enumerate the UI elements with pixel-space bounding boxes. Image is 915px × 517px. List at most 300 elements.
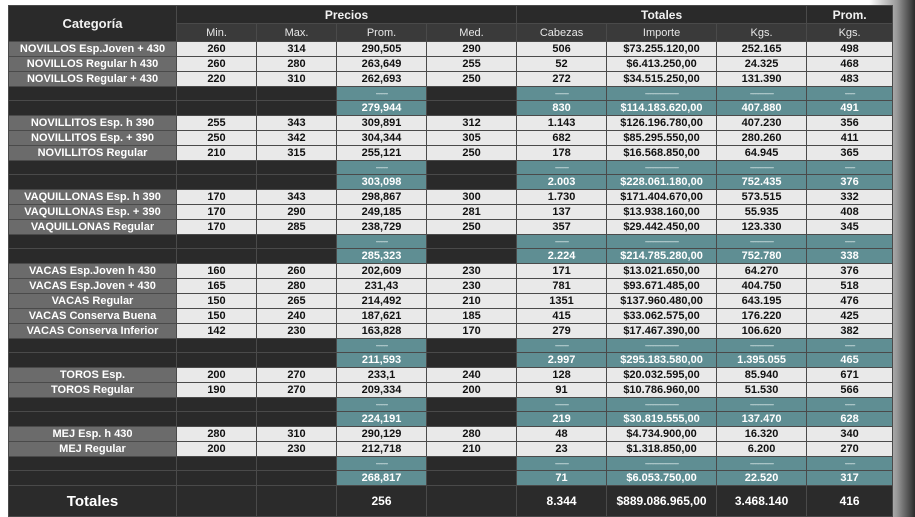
prom-kgs-cell: 356	[807, 116, 893, 131]
med-cell: 250	[427, 72, 517, 87]
separator-blank-cell	[177, 398, 257, 412]
totals-label: Totales	[9, 486, 177, 517]
separator-cabezas-cell: --------	[517, 457, 607, 471]
subtotal-blank-cell	[257, 101, 337, 116]
separator-prom-cell: -------	[337, 87, 427, 101]
kgs-cell: 24.325	[717, 57, 807, 72]
subtotal-category-cell	[9, 471, 177, 486]
kgs-cell: 131.390	[717, 72, 807, 87]
separator-blank-cell	[177, 339, 257, 353]
category-cell: MEJ Esp. h 430	[9, 427, 177, 442]
subheader-med: Med.	[427, 24, 517, 42]
prom-kgs-cell: 468	[807, 57, 893, 72]
min-cell: 220	[177, 72, 257, 87]
separator-category-cell	[9, 235, 177, 249]
separator-importe-cell: --------------------	[607, 339, 717, 353]
kgs-cell: 280.260	[717, 131, 807, 146]
prom-cell: 163,828	[337, 324, 427, 339]
separator-blank-cell	[177, 457, 257, 471]
separator-prom-kgs-cell: ------	[807, 398, 893, 412]
separator-prom-cell: -------	[337, 457, 427, 471]
max-cell: 240	[257, 309, 337, 324]
importe-cell: $33.062.575,00	[607, 309, 717, 324]
header-totales: Totales	[517, 6, 807, 24]
med-cell: 250	[427, 146, 517, 161]
subtotal-prom-kgs-cell: 338	[807, 249, 893, 264]
separator-category-cell	[9, 339, 177, 353]
table-row	[9, 220, 893, 235]
table-row	[9, 294, 893, 309]
min-cell: 170	[177, 190, 257, 205]
subtotal-blank-cell	[177, 175, 257, 190]
kgs-cell: 16.320	[717, 427, 807, 442]
subtotal-importe-cell: $30.819.555,00	[607, 412, 717, 427]
prom-kgs-cell: 671	[807, 368, 893, 383]
prom-kgs-cell: 270	[807, 442, 893, 457]
subtotal-blank-cell	[177, 353, 257, 368]
separator-cabezas-cell: --------	[517, 161, 607, 175]
med-cell: 312	[427, 116, 517, 131]
min-cell: 210	[177, 146, 257, 161]
med-cell: 210	[427, 442, 517, 457]
separator-blank-cell	[427, 161, 517, 175]
separator-category-cell	[9, 398, 177, 412]
subtotal-row	[9, 175, 893, 190]
subtotal-separator-row	[9, 339, 893, 353]
med-cell: 281	[427, 205, 517, 220]
min-cell: 200	[177, 368, 257, 383]
subtotal-separator-row	[9, 161, 893, 175]
category-cell: TOROS Esp.	[9, 368, 177, 383]
prom-kgs-cell: 345	[807, 220, 893, 235]
category-cell: NOVILLOS Regular + 430	[9, 72, 177, 87]
subtotal-blank-cell	[177, 101, 257, 116]
cabezas-cell: 48	[517, 427, 607, 442]
category-cell: VACAS Esp.Joven + 430	[9, 279, 177, 294]
prom-kgs-cell: 498	[807, 42, 893, 57]
cabezas-cell: 178	[517, 146, 607, 161]
max-cell: 270	[257, 368, 337, 383]
category-cell: VAQUILLONAS Regular	[9, 220, 177, 235]
subtotal-prom-kgs-cell: 465	[807, 353, 893, 368]
separator-prom-kgs-cell: ------	[807, 235, 893, 249]
kgs-cell: 64.945	[717, 146, 807, 161]
table-row	[9, 442, 893, 457]
med-cell: 230	[427, 264, 517, 279]
subheader-cabezas: Cabezas	[517, 24, 607, 42]
cabezas-cell: 272	[517, 72, 607, 87]
importe-cell: $126.196.780,00	[607, 116, 717, 131]
subtotal-kgs-cell: 752.435	[717, 175, 807, 190]
subtotal-cabezas-cell: 830	[517, 101, 607, 116]
table-body	[9, 42, 893, 486]
subtotal-blank-cell	[177, 412, 257, 427]
subheader-importe: Importe	[607, 24, 717, 42]
med-cell: 255	[427, 57, 517, 72]
med-cell: 280	[427, 427, 517, 442]
separator-prom-kgs-cell: ------	[807, 339, 893, 353]
category-cell: NOVILLITOS Regular	[9, 146, 177, 161]
subtotal-cabezas-cell: 2.997	[517, 353, 607, 368]
kgs-cell: 407.230	[717, 116, 807, 131]
subheader-min: Min.	[177, 24, 257, 42]
med-cell: 300	[427, 190, 517, 205]
subtotal-separator-row	[9, 235, 893, 249]
cabezas-cell: 781	[517, 279, 607, 294]
category-cell: NOVILLOS Regular h 430	[9, 57, 177, 72]
prom-cell: 263,649	[337, 57, 427, 72]
separator-category-cell	[9, 87, 177, 101]
separator-kgs-cell: --------------	[717, 339, 807, 353]
importe-cell: $171.404.670,00	[607, 190, 717, 205]
category-cell: NOVILLITOS Esp. + 390	[9, 131, 177, 146]
subtotal-blank-cell	[427, 175, 517, 190]
table-row	[9, 427, 893, 442]
max-cell: 314	[257, 42, 337, 57]
separator-cabezas-cell: --------	[517, 398, 607, 412]
kgs-cell: 123.330	[717, 220, 807, 235]
med-cell: 210	[427, 294, 517, 309]
cabezas-cell: 128	[517, 368, 607, 383]
prom-cell: 255,121	[337, 146, 427, 161]
totals-row	[9, 486, 893, 517]
min-cell: 165	[177, 279, 257, 294]
separator-prom-cell: -------	[337, 339, 427, 353]
totals-prom: 256	[337, 486, 427, 517]
livestock-price-table-container	[8, 5, 892, 513]
totals-max	[257, 486, 337, 517]
subtotal-prom-cell: 285,323	[337, 249, 427, 264]
max-cell: 230	[257, 324, 337, 339]
separator-importe-cell: --------------------	[607, 235, 717, 249]
cabezas-cell: 1.143	[517, 116, 607, 131]
separator-kgs-cell: --------------	[717, 87, 807, 101]
subtotal-row	[9, 412, 893, 427]
min-cell: 142	[177, 324, 257, 339]
totals-min	[177, 486, 257, 517]
subtotal-blank-cell	[257, 249, 337, 264]
separator-blank-cell	[257, 235, 337, 249]
kgs-cell: 106.620	[717, 324, 807, 339]
category-cell: VAQUILLONAS Esp. h 390	[9, 190, 177, 205]
separator-prom-cell: -------	[337, 161, 427, 175]
med-cell: 185	[427, 309, 517, 324]
min-cell: 150	[177, 309, 257, 324]
subtotal-prom-kgs-cell: 628	[807, 412, 893, 427]
category-cell: MEJ Regular	[9, 442, 177, 457]
max-cell: 230	[257, 442, 337, 457]
separator-cabezas-cell: --------	[517, 235, 607, 249]
prom-cell: 214,492	[337, 294, 427, 309]
table-row	[9, 324, 893, 339]
subtotal-importe-cell: $228.061.180,00	[607, 175, 717, 190]
max-cell: 310	[257, 72, 337, 87]
prom-cell: 187,621	[337, 309, 427, 324]
separator-prom-kgs-cell: ------	[807, 457, 893, 471]
prom-cell: 298,867	[337, 190, 427, 205]
max-cell: 315	[257, 146, 337, 161]
cabezas-cell: 415	[517, 309, 607, 324]
prom-kgs-cell: 340	[807, 427, 893, 442]
subtotal-blank-cell	[427, 249, 517, 264]
separator-blank-cell	[257, 398, 337, 412]
prom-cell: 262,693	[337, 72, 427, 87]
importe-cell: $6.413.250,00	[607, 57, 717, 72]
separator-prom-cell: -------	[337, 398, 427, 412]
totals-med	[427, 486, 517, 517]
min-cell: 255	[177, 116, 257, 131]
max-cell: 285	[257, 220, 337, 235]
separator-blank-cell	[257, 87, 337, 101]
med-cell: 290	[427, 42, 517, 57]
med-cell: 250	[427, 220, 517, 235]
category-cell: VACAS Esp.Joven h 430	[9, 264, 177, 279]
subtotal-importe-cell: $114.183.620,00	[607, 101, 717, 116]
importe-cell: $73.255.120,00	[607, 42, 717, 57]
subtotal-blank-cell	[427, 471, 517, 486]
subtotal-blank-cell	[427, 353, 517, 368]
subtotal-cabezas-cell: 71	[517, 471, 607, 486]
importe-cell: $13.021.650,00	[607, 264, 717, 279]
separator-importe-cell: --------------------	[607, 457, 717, 471]
subtotal-blank-cell	[427, 412, 517, 427]
subtotal-category-cell	[9, 412, 177, 427]
table-row	[9, 72, 893, 87]
prom-cell: 238,729	[337, 220, 427, 235]
category-cell: VACAS Conserva Inferior	[9, 324, 177, 339]
cabezas-cell: 91	[517, 383, 607, 398]
min-cell: 250	[177, 131, 257, 146]
kgs-cell: 6.200	[717, 442, 807, 457]
table-row	[9, 205, 893, 220]
table-row	[9, 264, 893, 279]
prom-kgs-cell: 476	[807, 294, 893, 309]
importe-cell: $10.786.960,00	[607, 383, 717, 398]
table-row	[9, 146, 893, 161]
importe-cell: $137.960.480,00	[607, 294, 717, 309]
subtotal-blank-cell	[427, 101, 517, 116]
prom-cell: 231,43	[337, 279, 427, 294]
separator-importe-cell: --------------------	[607, 87, 717, 101]
livestock-price-table	[8, 5, 893, 517]
subtotal-row	[9, 101, 893, 116]
totals-prom-kgs: 416	[807, 486, 893, 517]
max-cell: 265	[257, 294, 337, 309]
prom-cell: 202,609	[337, 264, 427, 279]
header-precios: Precios	[177, 6, 517, 24]
subtotal-prom-cell: 211,593	[337, 353, 427, 368]
importe-cell: $29.442.450,00	[607, 220, 717, 235]
table-row	[9, 57, 893, 72]
subtotal-importe-cell: $214.785.280,00	[607, 249, 717, 264]
cabezas-cell: 52	[517, 57, 607, 72]
subheader-prom: Prom.	[337, 24, 427, 42]
subtotal-prom-cell: 279,944	[337, 101, 427, 116]
header-prom: Prom.	[807, 6, 893, 24]
prom-cell: 233,1	[337, 368, 427, 383]
subtotal-kgs-cell: 1.395.055	[717, 353, 807, 368]
cabezas-cell: 682	[517, 131, 607, 146]
category-cell: NOVILLOS Esp.Joven + 430	[9, 42, 177, 57]
separator-blank-cell	[177, 161, 257, 175]
cabezas-cell: 171	[517, 264, 607, 279]
separator-prom-kgs-cell: ------	[807, 161, 893, 175]
importe-cell: $20.032.595,00	[607, 368, 717, 383]
subtotal-separator-row	[9, 398, 893, 412]
cabezas-cell: 23	[517, 442, 607, 457]
separator-category-cell	[9, 161, 177, 175]
importe-cell: $17.467.390,00	[607, 324, 717, 339]
table-row	[9, 279, 893, 294]
separator-cabezas-cell: --------	[517, 339, 607, 353]
min-cell: 150	[177, 294, 257, 309]
separator-blank-cell	[427, 87, 517, 101]
min-cell: 260	[177, 42, 257, 57]
cabezas-cell: 1351	[517, 294, 607, 309]
min-cell: 260	[177, 57, 257, 72]
subtotal-blank-cell	[177, 471, 257, 486]
totals-kgs: 3.468.140	[717, 486, 807, 517]
category-cell: VACAS Regular	[9, 294, 177, 309]
prom-kgs-cell: 411	[807, 131, 893, 146]
subtotal-prom-kgs-cell: 491	[807, 101, 893, 116]
subtotal-cabezas-cell: 2.003	[517, 175, 607, 190]
totals-cabezas: 8.344	[517, 486, 607, 517]
kgs-cell: 404.750	[717, 279, 807, 294]
subheader-kgs: Kgs.	[717, 24, 807, 42]
separator-importe-cell: --------------------	[607, 398, 717, 412]
importe-cell: $1.318.850,00	[607, 442, 717, 457]
separator-importe-cell: --------------------	[607, 161, 717, 175]
cabezas-cell: 1.730	[517, 190, 607, 205]
prom-kgs-cell: 382	[807, 324, 893, 339]
subtotal-blank-cell	[257, 471, 337, 486]
subtotal-row	[9, 353, 893, 368]
subtotal-blank-cell	[177, 249, 257, 264]
subtotal-prom-kgs-cell: 376	[807, 175, 893, 190]
subtotal-prom-kgs-cell: 317	[807, 471, 893, 486]
separator-blank-cell	[427, 235, 517, 249]
category-cell: VACAS Conserva Buena	[9, 309, 177, 324]
med-cell: 305	[427, 131, 517, 146]
max-cell: 343	[257, 190, 337, 205]
separator-blank-cell	[427, 398, 517, 412]
subtotal-importe-cell: $6.053.750,00	[607, 471, 717, 486]
prom-kgs-cell: 365	[807, 146, 893, 161]
prom-kgs-cell: 332	[807, 190, 893, 205]
prom-cell: 309,891	[337, 116, 427, 131]
subtotal-prom-cell: 268,817	[337, 471, 427, 486]
separator-kgs-cell: --------------	[717, 457, 807, 471]
importe-cell: $16.568.850,00	[607, 146, 717, 161]
prom-kgs-cell: 518	[807, 279, 893, 294]
separator-cabezas-cell: --------	[517, 87, 607, 101]
subtotal-separator-row	[9, 87, 893, 101]
subheader-prom-kgs: Kgs.	[807, 24, 893, 42]
prom-cell: 249,185	[337, 205, 427, 220]
kgs-cell: 643.195	[717, 294, 807, 309]
med-cell: 200	[427, 383, 517, 398]
med-cell: 230	[427, 279, 517, 294]
separator-blank-cell	[177, 87, 257, 101]
min-cell: 170	[177, 220, 257, 235]
subtotal-cabezas-cell: 219	[517, 412, 607, 427]
separator-blank-cell	[257, 161, 337, 175]
subtotal-prom-cell: 224,191	[337, 412, 427, 427]
subtotal-category-cell	[9, 249, 177, 264]
subtotal-kgs-cell: 407.880	[717, 101, 807, 116]
max-cell: 290	[257, 205, 337, 220]
table-row	[9, 190, 893, 205]
kgs-cell: 252.165	[717, 42, 807, 57]
subtotal-category-cell	[9, 353, 177, 368]
cabezas-cell: 506	[517, 42, 607, 57]
kgs-cell: 64.270	[717, 264, 807, 279]
subtotal-blank-cell	[257, 175, 337, 190]
separator-blank-cell	[427, 457, 517, 471]
category-cell: TOROS Regular	[9, 383, 177, 398]
cabezas-cell: 357	[517, 220, 607, 235]
separator-kgs-cell: --------------	[717, 161, 807, 175]
importe-cell: $93.671.485,00	[607, 279, 717, 294]
prom-kgs-cell: 566	[807, 383, 893, 398]
kgs-cell: 51.530	[717, 383, 807, 398]
subtotal-category-cell	[9, 175, 177, 190]
prom-kgs-cell: 376	[807, 264, 893, 279]
category-cell: VAQUILLONAS Esp. + 390	[9, 205, 177, 220]
min-cell: 160	[177, 264, 257, 279]
importe-cell: $13.938.160,00	[607, 205, 717, 220]
cabezas-cell: 279	[517, 324, 607, 339]
prom-kgs-cell: 425	[807, 309, 893, 324]
prom-cell: 290,129	[337, 427, 427, 442]
table-row	[9, 131, 893, 146]
med-cell: 240	[427, 368, 517, 383]
separator-blank-cell	[257, 457, 337, 471]
max-cell: 280	[257, 279, 337, 294]
kgs-cell: 85.940	[717, 368, 807, 383]
min-cell: 200	[177, 442, 257, 457]
subtotal-row	[9, 249, 893, 264]
prom-cell: 209,334	[337, 383, 427, 398]
importe-cell: $85.295.550,00	[607, 131, 717, 146]
subtotal-row	[9, 471, 893, 486]
separator-kgs-cell: --------------	[717, 398, 807, 412]
importe-cell: $4.734.900,00	[607, 427, 717, 442]
category-cell: NOVILLITOS Esp. h 390	[9, 116, 177, 131]
subtotal-kgs-cell: 752.780	[717, 249, 807, 264]
separator-blank-cell	[427, 339, 517, 353]
subheader-max: Max.	[257, 24, 337, 42]
table-row	[9, 368, 893, 383]
prom-kgs-cell: 408	[807, 205, 893, 220]
table-row	[9, 42, 893, 57]
max-cell: 260	[257, 264, 337, 279]
min-cell: 190	[177, 383, 257, 398]
subtotal-prom-cell: 303,098	[337, 175, 427, 190]
kgs-cell: 55.935	[717, 205, 807, 220]
subtotal-blank-cell	[257, 353, 337, 368]
header-categoria: Categoría	[9, 6, 177, 42]
importe-cell: $34.515.250,00	[607, 72, 717, 87]
prom-kgs-cell: 483	[807, 72, 893, 87]
kgs-cell: 573.515	[717, 190, 807, 205]
table-row	[9, 383, 893, 398]
table-row	[9, 116, 893, 131]
subtotal-kgs-cell: 137.470	[717, 412, 807, 427]
subtotal-importe-cell: $295.183.580,00	[607, 353, 717, 368]
max-cell: 343	[257, 116, 337, 131]
